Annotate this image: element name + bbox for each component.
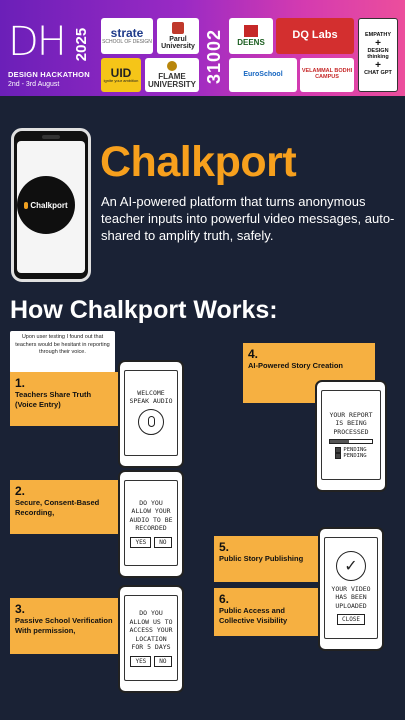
yes-button: YES <box>130 537 151 548</box>
event-name: DESIGN HACKATHON <box>8 70 90 79</box>
section-title: How Chalkport Works: <box>10 296 278 324</box>
sponsor-logo-strate: strate SCHOOL OF DESIGN <box>101 18 153 54</box>
no-button: NO <box>154 537 171 548</box>
tagline: An AI-powered platform that turns anonymous teacher inputs into powerful video messages, auto-shared to amplify truth, safely. <box>101 194 395 243</box>
checkmark-icon: ✓ <box>336 551 366 581</box>
sponsor-logo-parul: Parul University <box>157 18 199 54</box>
crest-icon <box>244 25 258 37</box>
page-title: Chalkport <box>100 138 297 186</box>
progress-bar <box>329 439 373 444</box>
team-number: 31002 <box>204 28 225 85</box>
event-banner <box>0 0 405 96</box>
crest-icon <box>172 22 184 34</box>
close-button: CLOSE <box>337 614 365 625</box>
step-card-2: 2. Secure, Consent-Based Recording, <box>10 480 118 534</box>
microphone-icon <box>138 409 164 435</box>
yes-button: YES <box>130 656 151 667</box>
step-card-1: 1. Teachers Share Truth (Voice Entry) <box>10 372 118 426</box>
event-dates: 2nd - 3rd August <box>8 81 60 88</box>
sketch-phone-uploaded: ✓ YOUR VIDEO HAS BEEN UPLOADED CLOSE <box>318 527 384 651</box>
sketch-phone-consent: DO YOU ALLOW YOUR AUDIO TO BE RECORDED YES NO <box>118 470 184 578</box>
method-badge: EMPATHY + DESIGN thinking + CHAT GPT <box>358 18 398 92</box>
event-year: 2025 <box>73 27 91 62</box>
app-logo: Chalkport <box>17 176 75 234</box>
step-card-5: 5. Public Story Publishing <box>214 536 318 582</box>
step-card-6: 6. Public Access and Collective Visibility <box>214 588 324 636</box>
sponsor-logo-flame: FLAME UNIVERSITY <box>145 58 199 92</box>
sponsor-logo-velammal: VELAMMAL BODHI CAMPUS <box>300 58 354 92</box>
no-button: NO <box>154 656 171 667</box>
sponsor-logo-deens: DEENS <box>229 18 273 54</box>
step-card-3: 3. Passive School Verification With permission, <box>10 598 118 654</box>
step-card-4: 4. AI-Powered Story Creation <box>243 343 375 403</box>
sponsor-logo-euroschool: EuroSchool <box>229 58 297 92</box>
crest-icon <box>167 61 177 71</box>
sketch-phone-voice: WELCOME SPEAK AUDIO <box>118 360 184 468</box>
sketch-phone-processing: YOUR REPORT IS BEING PROCESSED PENDING PENDING <box>315 380 387 492</box>
user-testing-note: Upon user testing I found out that teachers would be hesitant in reporting through their voice. <box>10 331 115 373</box>
event-logo: DH <box>8 19 65 65</box>
sponsor-logo-uid: UID ignite your ambition <box>101 58 141 92</box>
sponsor-logo-dq: DQ Labs <box>276 18 354 54</box>
sketch-phone-location: DO YOU ALLOW US TO ACCESS YOUR LOCATION FOR 5 DAYS YES NO <box>118 585 184 693</box>
microphone-icon <box>24 202 28 209</box>
